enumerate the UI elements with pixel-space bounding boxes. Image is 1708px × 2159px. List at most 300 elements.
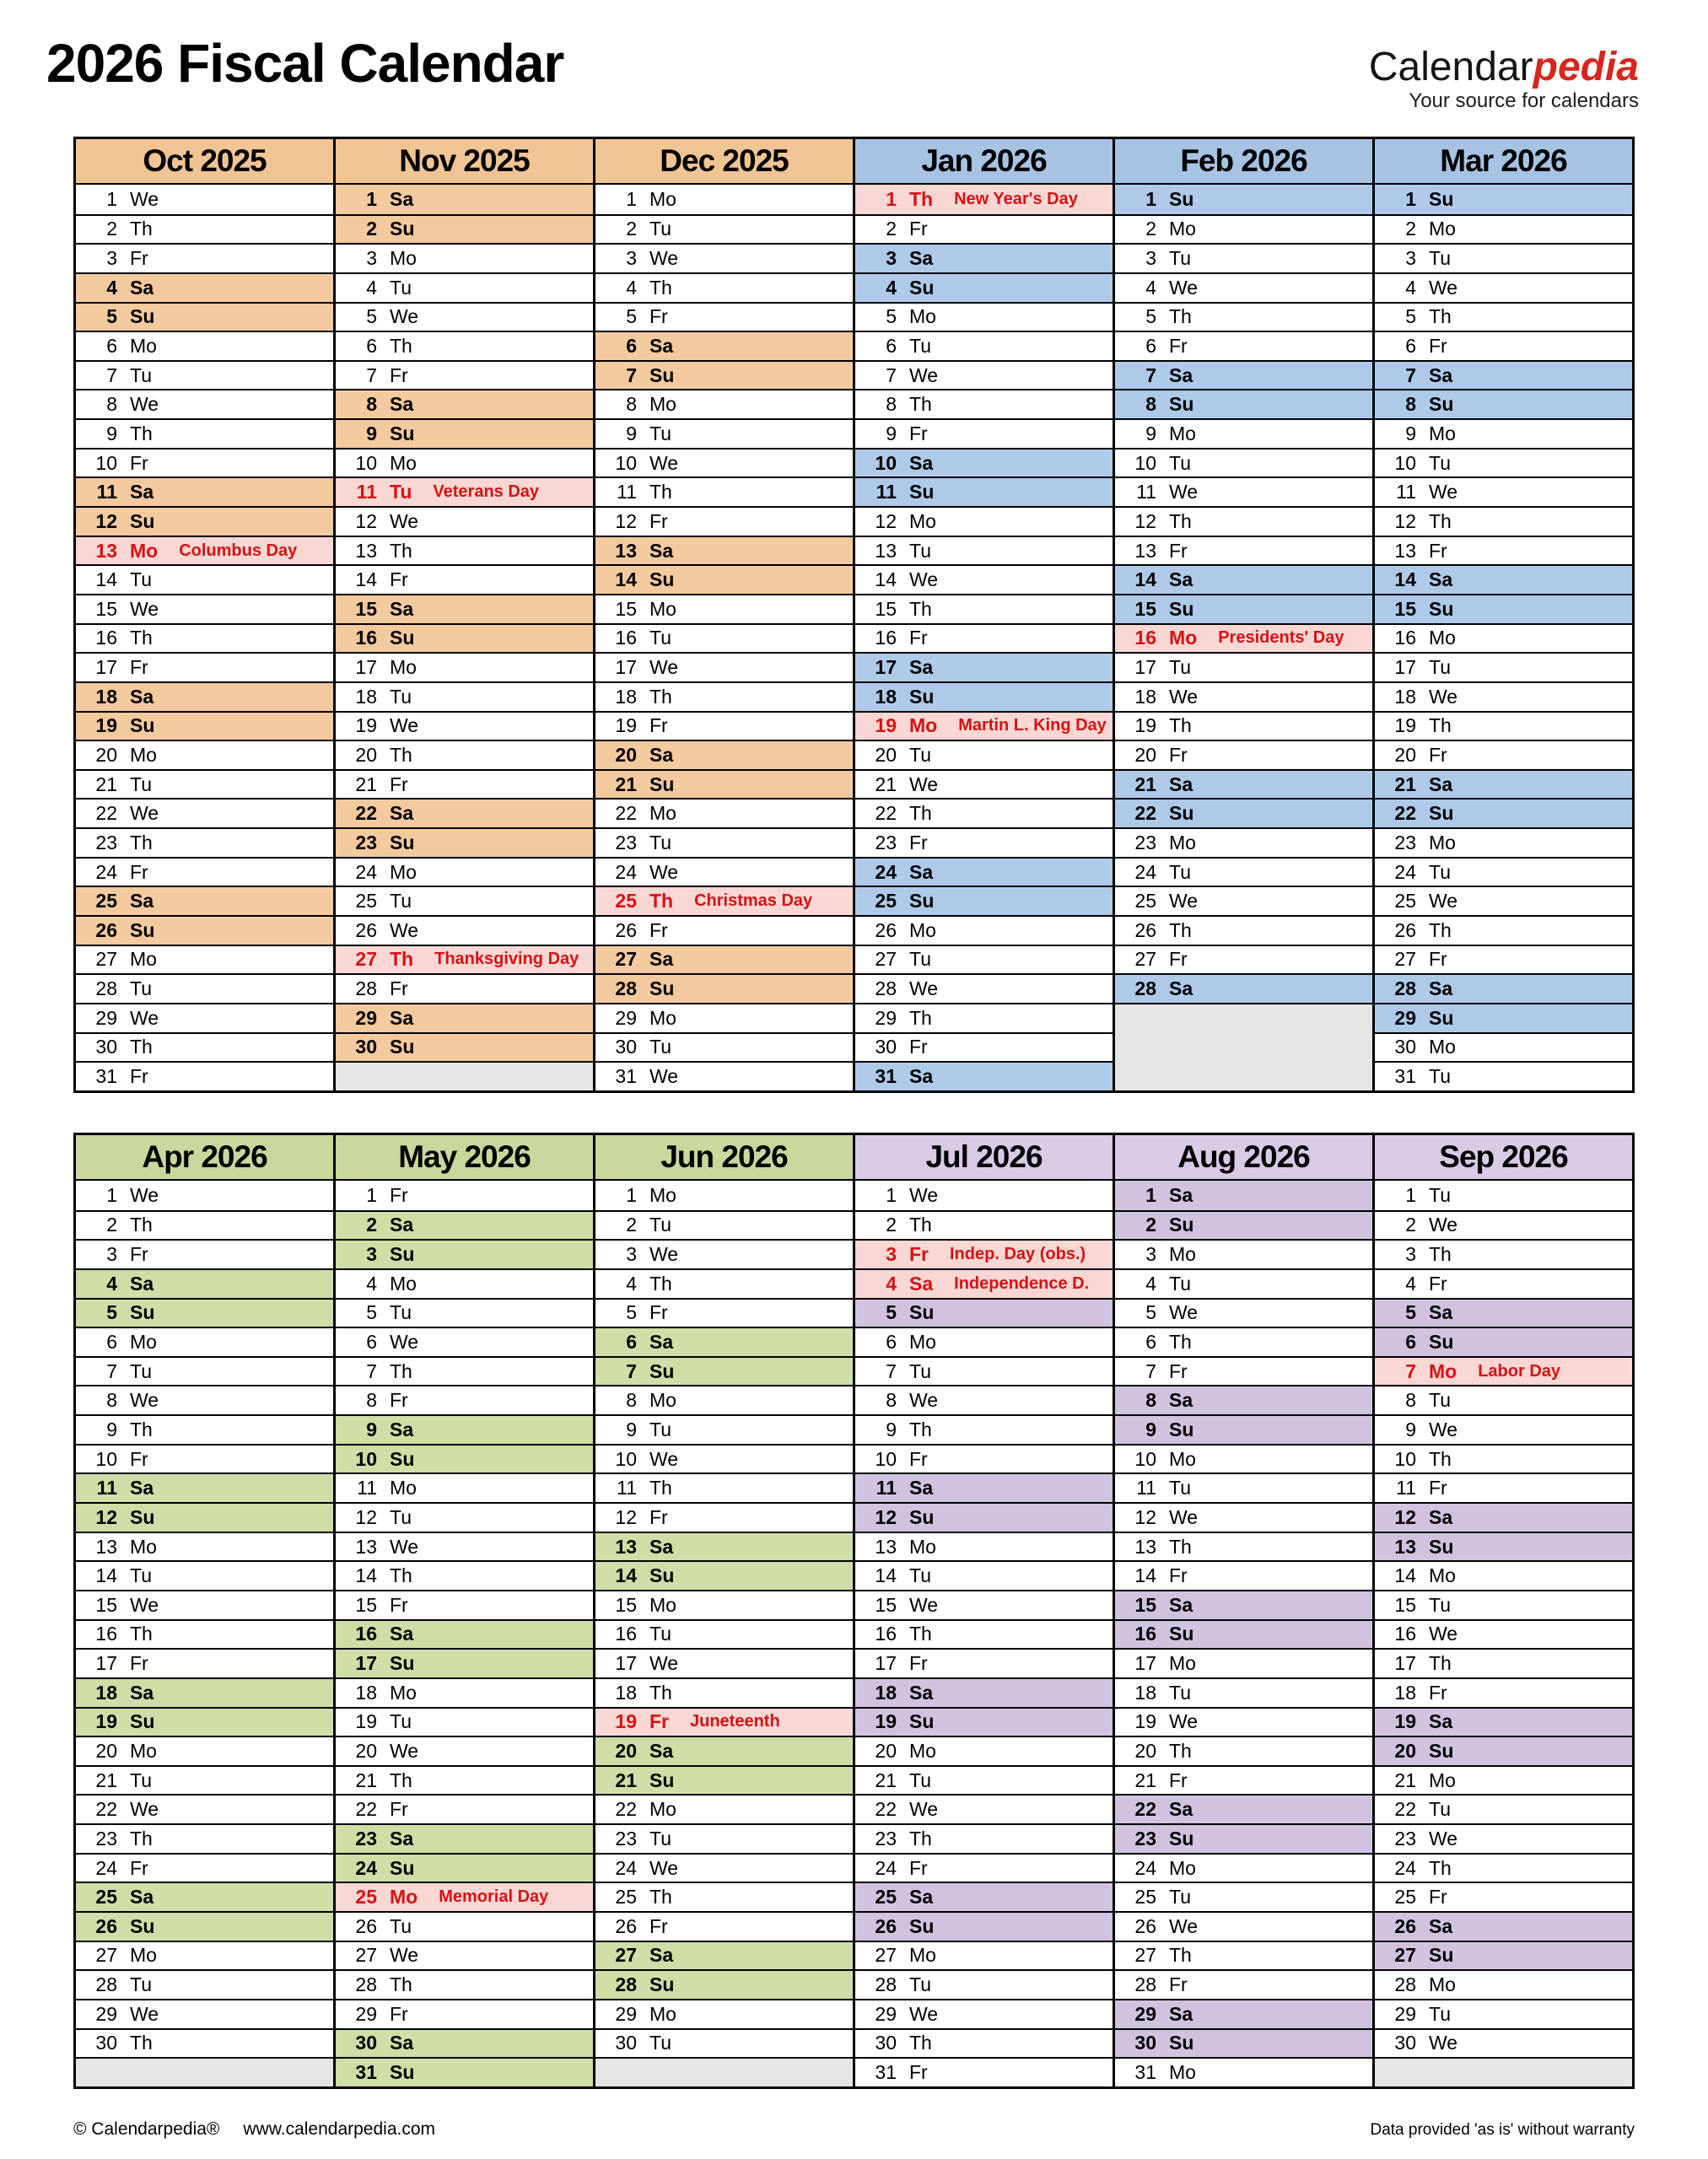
- day-number: 12: [355, 509, 377, 532]
- day-weekday: Su: [390, 1243, 415, 1266]
- day-weekday: We: [649, 656, 679, 679]
- day-weekday: Fr: [1429, 335, 1447, 358]
- day-number: 29: [1134, 2002, 1156, 2025]
- day-number: 24: [1394, 860, 1416, 883]
- day-number: 15: [1134, 1593, 1156, 1616]
- day-number: 2: [366, 1214, 377, 1236]
- day-row: [595, 1473, 853, 1502]
- day-weekday: Fr: [909, 2061, 928, 2084]
- day-weekday: Mo: [1169, 1447, 1196, 1470]
- day-row: [336, 886, 593, 915]
- day-row: [1115, 740, 1372, 769]
- day-row: [595, 1239, 853, 1268]
- day-weekday: Su: [649, 568, 675, 591]
- day-number: 31: [1134, 2061, 1156, 2084]
- day-weekday: We: [130, 1183, 159, 1206]
- day-number: 7: [886, 363, 897, 386]
- day-weekday: Su: [1169, 1418, 1194, 1440]
- day-weekday: Th: [649, 1477, 672, 1499]
- day-row: [336, 915, 593, 945]
- day-number: 4: [366, 276, 377, 299]
- day-weekday: Tu: [1429, 451, 1451, 474]
- day-row: [855, 973, 1113, 1003]
- day-weekday: Sa: [649, 539, 674, 562]
- day-weekday: Mo: [130, 948, 157, 971]
- month-header: Jun 2026: [595, 1135, 853, 1181]
- day-number: 5: [626, 1301, 637, 1324]
- day-row: [76, 857, 333, 886]
- day-weekday: Sa: [909, 1886, 934, 1909]
- day-row: [1375, 2028, 1632, 2058]
- day-number: 19: [95, 1710, 117, 1733]
- day-row: [1115, 1590, 1372, 1619]
- day-weekday: Fr: [649, 918, 668, 941]
- day-number: 21: [615, 1769, 637, 1791]
- day-row: [1375, 1356, 1632, 1386]
- day-row: [595, 1327, 853, 1356]
- day-number: 18: [875, 685, 897, 708]
- day-weekday: We: [130, 1798, 159, 1821]
- month-header: Apr 2026: [76, 1135, 333, 1181]
- day-weekday: Th: [1429, 1856, 1452, 1879]
- day-number: 7: [626, 1359, 637, 1382]
- day-row: [76, 1268, 333, 1298]
- day-row: [595, 857, 853, 886]
- day-number: 7: [1145, 1359, 1156, 1382]
- day-row: [1115, 1502, 1372, 1532]
- day-row: [1375, 1210, 1632, 1240]
- day-number: 1: [106, 187, 117, 210]
- day-row: [336, 711, 593, 740]
- day-row: [1375, 1444, 1632, 1473]
- day-weekday: Sa: [1169, 1593, 1193, 1616]
- day-weekday: Su: [390, 1652, 415, 1675]
- day-number: 14: [1134, 1564, 1156, 1587]
- day-number: 2: [1145, 218, 1156, 240]
- day-row: [76, 798, 333, 827]
- day-row: [855, 1298, 1113, 1327]
- day-weekday: Su: [1429, 1944, 1454, 1967]
- day-weekday: Sa: [909, 1065, 934, 1088]
- day-number: 25: [615, 890, 637, 913]
- day-row: [855, 945, 1113, 974]
- day-row: [76, 302, 333, 331]
- day-number: 30: [615, 2032, 637, 2054]
- footer-copyright: [73, 2119, 435, 2140]
- day-number: 15: [875, 1593, 897, 1616]
- day-number: 24: [1134, 860, 1156, 883]
- day-row: [855, 1999, 1113, 2028]
- day-number: 8: [886, 1389, 897, 1412]
- day-number: 13: [95, 539, 117, 562]
- day-weekday: We: [909, 1593, 939, 1616]
- day-weekday: Su: [390, 831, 415, 853]
- day-weekday: Sa: [1169, 2002, 1193, 2025]
- day-row: [1115, 1298, 1372, 1327]
- day-row: [336, 448, 593, 477]
- day-number: 5: [886, 305, 897, 328]
- day-number: 3: [366, 247, 377, 270]
- day-number: 20: [95, 1739, 117, 1762]
- day-number: 9: [626, 1418, 637, 1440]
- day-row: [1115, 1823, 1372, 1853]
- day-number: 11: [1136, 1477, 1156, 1499]
- day-row: [855, 1969, 1113, 1999]
- day-weekday: Fr: [1429, 743, 1447, 766]
- day-row: [1115, 769, 1372, 799]
- day-weekday: We: [649, 1652, 679, 1675]
- day-row: [76, 418, 333, 448]
- day-row: [855, 389, 1113, 418]
- day-row: [76, 1210, 333, 1240]
- day-row: [336, 1444, 593, 1473]
- day-number: 25: [875, 890, 897, 913]
- day-weekday: Th: [1169, 714, 1192, 737]
- day-weekday: Su: [1169, 597, 1194, 620]
- day-number: 1: [1145, 1183, 1156, 1206]
- logo-part-black: Calendar: [1368, 45, 1533, 89]
- day-number: 24: [1394, 1856, 1416, 1879]
- day-weekday: Th: [390, 1769, 412, 1791]
- day-row: [595, 1794, 853, 1823]
- day-weekday: Su: [1169, 1214, 1194, 1236]
- day-weekday: Th: [649, 685, 672, 708]
- month-column: [1372, 139, 1632, 1090]
- day-number: 5: [1145, 305, 1156, 328]
- day-weekday: Tu: [649, 1214, 671, 1236]
- day-number: 20: [355, 1739, 377, 1762]
- day-weekday: Su: [130, 1710, 155, 1733]
- day-number: 7: [366, 1359, 377, 1382]
- day-weekday: Fr: [1169, 1973, 1188, 1996]
- day-row: [336, 1999, 593, 2028]
- day-number: 22: [875, 1798, 897, 1821]
- day-weekday: Fr: [909, 627, 928, 649]
- day-row: [1375, 302, 1632, 331]
- day-weekday: Sa: [1169, 1183, 1193, 1206]
- day-row: [855, 798, 1113, 827]
- day-row: [1375, 506, 1632, 536]
- day-weekday: Su: [649, 773, 675, 795]
- day-number: 20: [875, 743, 897, 766]
- day-row: [1115, 476, 1372, 506]
- day-weekday: Th: [390, 1973, 412, 1996]
- day-row: [1375, 1181, 1632, 1210]
- day-number: 29: [875, 2002, 897, 2025]
- day-weekday: Fr: [390, 568, 408, 591]
- day-weekday: Th: [390, 539, 412, 562]
- day-row: [76, 1061, 333, 1090]
- day-row: [1375, 1999, 1632, 2028]
- day-row: [595, 1298, 853, 1327]
- day-row: [1375, 1619, 1632, 1649]
- day-weekday: Tu: [649, 1036, 671, 1058]
- day-weekday: Mo: [649, 1798, 676, 1821]
- day-row: [855, 476, 1113, 506]
- day-row: [1115, 1911, 1372, 1941]
- day-weekday: Sa: [649, 743, 674, 766]
- day-number: 23: [355, 1827, 377, 1849]
- day-weekday: Th: [909, 2032, 932, 2054]
- day-row: [76, 1181, 333, 1210]
- day-number: 26: [875, 1914, 897, 1937]
- day-weekday: Th: [649, 481, 672, 503]
- day-weekday: Mo: [649, 393, 676, 416]
- day-row: [76, 360, 333, 390]
- day-weekday: Sa: [390, 2032, 414, 2054]
- day-weekday: Mo: [1169, 2061, 1196, 2084]
- day-number: 27: [875, 1944, 897, 1967]
- day-row: [1375, 798, 1632, 827]
- day-row: [76, 740, 333, 769]
- day-row: [76, 886, 333, 915]
- day-weekday: Su: [909, 685, 935, 708]
- day-number: 24: [875, 1856, 897, 1879]
- day-row: [1115, 623, 1372, 653]
- day-weekday: Th: [390, 335, 412, 358]
- day-weekday: Fr: [1169, 1769, 1188, 1791]
- day-number: 31: [615, 1065, 637, 1088]
- day-number: 6: [1405, 1331, 1416, 1354]
- day-number: 21: [1394, 1769, 1416, 1791]
- day-row: [1115, 389, 1372, 418]
- day-row: [595, 418, 853, 448]
- day-row: [855, 1502, 1113, 1532]
- day-number: 17: [355, 656, 377, 679]
- day-number: 23: [1394, 1827, 1416, 1849]
- day-weekday: Mo: [909, 1331, 936, 1354]
- day-number: 22: [875, 802, 897, 825]
- day-number: 11: [617, 481, 637, 503]
- day-weekday: Sa: [649, 1944, 674, 1967]
- day-row: [76, 1532, 333, 1561]
- day-row: [855, 1032, 1113, 1062]
- day-number: 15: [355, 1593, 377, 1616]
- day-row: [595, 681, 853, 711]
- day-weekday: Fr: [130, 451, 148, 474]
- day-weekday: Tu: [1429, 656, 1451, 679]
- day-row: [1375, 1298, 1632, 1327]
- day-number: 10: [875, 451, 897, 474]
- day-weekday: Th: [1169, 1331, 1192, 1354]
- day-row: [595, 1853, 853, 1882]
- day-number: 6: [886, 335, 897, 358]
- month-header: Oct 2025: [76, 139, 333, 185]
- day-number: 27: [95, 948, 117, 971]
- day-row: [1115, 214, 1372, 244]
- day-weekday: Fr: [1429, 948, 1447, 971]
- day-weekday: Su: [1429, 187, 1454, 210]
- day-number: 20: [95, 743, 117, 766]
- day-weekday: We: [1169, 1505, 1199, 1528]
- day-weekday: Tu: [649, 1418, 671, 1440]
- day-row: [336, 1032, 593, 1062]
- day-row: [1115, 331, 1372, 360]
- day-weekday: Tu: [390, 1710, 412, 1733]
- day-weekday: Th: [1429, 1243, 1452, 1266]
- day-weekday: Fr: [909, 1856, 928, 1879]
- day-weekday: Tu: [1429, 860, 1451, 883]
- day-row: [1375, 1502, 1632, 1532]
- day-weekday: We: [130, 2002, 159, 2025]
- day-weekday: Tu: [649, 1827, 671, 1849]
- day-weekday: Su: [649, 1564, 675, 1587]
- day-number: 1: [1145, 187, 1156, 210]
- day-number: 25: [1134, 1886, 1156, 1909]
- day-row: [855, 214, 1113, 244]
- day-number: 29: [95, 1006, 117, 1029]
- day-row: [595, 623, 853, 653]
- day-number: 29: [1394, 1006, 1416, 1029]
- day-number: 22: [1134, 802, 1156, 825]
- logo-wordmark: [1369, 47, 1639, 88]
- day-weekday: Fr: [390, 773, 408, 795]
- day-row: [336, 185, 593, 214]
- day-row: [1115, 2028, 1372, 2058]
- day-weekday: Mo: [390, 1681, 417, 1704]
- day-number: 1: [1405, 187, 1416, 210]
- calendarpedia-logo: [1369, 47, 1639, 113]
- day-weekday: Tu: [909, 1769, 931, 1791]
- day-row: [855, 1794, 1113, 1823]
- day-weekday: Tu: [130, 1769, 152, 1791]
- day-number: 9: [1145, 422, 1156, 444]
- day-weekday: We: [1429, 890, 1458, 913]
- day-weekday: Mo: [649, 1389, 676, 1412]
- day-number: 17: [1134, 1652, 1156, 1675]
- month-column: [593, 139, 853, 1090]
- day-number: 5: [1145, 1301, 1156, 1324]
- day-weekday: Sa: [130, 481, 154, 503]
- day-number: 21: [355, 773, 377, 795]
- day-number: 1: [886, 1183, 897, 1206]
- day-row: [336, 1385, 593, 1414]
- day-weekday: Mo: [1429, 1973, 1456, 1996]
- day-weekday: Th: [1429, 509, 1452, 532]
- day-number: 30: [1394, 1036, 1416, 1058]
- day-row: [76, 1999, 333, 2028]
- day-weekday: Su: [909, 481, 935, 503]
- day-row: [1115, 1648, 1372, 1677]
- day-weekday: Mo: [649, 1593, 676, 1616]
- day-row: [595, 1061, 853, 1090]
- day-number: 10: [355, 1447, 377, 1470]
- day-weekday: Mo: [909, 1535, 936, 1558]
- day-number: 28: [1394, 1973, 1416, 1996]
- day-number: 1: [626, 1183, 637, 1206]
- day-weekday: Th: [130, 218, 153, 240]
- day-weekday: Sa: [130, 1681, 154, 1704]
- day-weekday: Mo: [130, 1944, 157, 1967]
- day-row: [336, 1853, 593, 1882]
- day-row: [595, 1268, 853, 1298]
- day-row: [76, 915, 333, 945]
- day-row: [595, 1765, 853, 1795]
- day-weekday: Su: [390, 218, 415, 240]
- day-weekday: Mo: [1429, 422, 1456, 444]
- day-row: [1115, 652, 1372, 681]
- day-weekday: We: [130, 1593, 159, 1616]
- day-weekday: Tu: [909, 1973, 931, 1996]
- day-number: 21: [875, 773, 897, 795]
- day-row: [1115, 1473, 1372, 1502]
- day-weekday: Fr: [130, 1652, 148, 1675]
- day-weekday: Su: [130, 1505, 155, 1528]
- day-number: 18: [875, 1681, 897, 1704]
- day-row: [595, 711, 853, 740]
- day-row: [1115, 1444, 1372, 1473]
- day-row: [336, 389, 593, 418]
- day-weekday: Fr: [390, 977, 408, 1000]
- day-row: [1375, 1941, 1632, 1970]
- day-row: [76, 272, 333, 302]
- day-row: [1115, 448, 1372, 477]
- day-weekday: Fr: [649, 509, 668, 532]
- day-number: 3: [1405, 247, 1416, 270]
- day-row: [336, 1473, 593, 1502]
- day-row: [336, 476, 593, 506]
- day-number: 31: [1394, 1065, 1416, 1088]
- day-weekday: Th: [909, 802, 932, 825]
- day-row: [855, 915, 1113, 945]
- day-weekday: Tu: [649, 627, 671, 649]
- day-number: 20: [1394, 1739, 1416, 1762]
- day-row: [855, 681, 1113, 711]
- day-number: 8: [106, 1389, 117, 1412]
- day-row: [336, 798, 593, 827]
- day-number: 12: [875, 1505, 897, 1528]
- day-number: 6: [886, 1331, 897, 1354]
- day-row: [76, 1823, 333, 1853]
- day-number: 30: [355, 2032, 377, 2054]
- day-number: 12: [615, 1505, 637, 1528]
- day-row: [1375, 1532, 1632, 1561]
- day-number: 6: [106, 335, 117, 358]
- day-weekday: Sa: [1169, 773, 1193, 795]
- day-row: [76, 1385, 333, 1414]
- day-weekday: Fr: [909, 1036, 928, 1058]
- day-number: 20: [875, 1739, 897, 1762]
- day-weekday: Su: [1429, 802, 1454, 825]
- day-row: [76, 973, 333, 1003]
- day-row: [76, 769, 333, 799]
- day-weekday: Tu: [1429, 1389, 1451, 1412]
- day-row: [855, 1268, 1113, 1298]
- empty-cell: [1375, 2057, 1632, 2086]
- day-number: 16: [355, 1623, 377, 1645]
- day-row: [76, 1239, 333, 1268]
- day-row: [595, 1414, 853, 1444]
- day-number: 30: [95, 2032, 117, 2054]
- day-row: [336, 973, 593, 1003]
- day-number: 10: [1134, 451, 1156, 474]
- day-number: 3: [1405, 1243, 1416, 1266]
- day-weekday: Mo: [130, 335, 157, 358]
- day-weekday: Su: [1429, 1331, 1454, 1354]
- day-number: 4: [1145, 276, 1156, 299]
- day-row: [1375, 711, 1632, 740]
- day-number: 3: [1145, 247, 1156, 270]
- day-weekday: We: [909, 977, 939, 1000]
- day-row: [1375, 1414, 1632, 1444]
- day-number: 5: [366, 305, 377, 328]
- day-row: [1115, 1239, 1372, 1268]
- day-number: 30: [1134, 2032, 1156, 2054]
- day-row: [336, 827, 593, 857]
- day-number: 14: [615, 568, 637, 591]
- day-row: [1375, 389, 1632, 418]
- day-weekday: We: [390, 714, 419, 737]
